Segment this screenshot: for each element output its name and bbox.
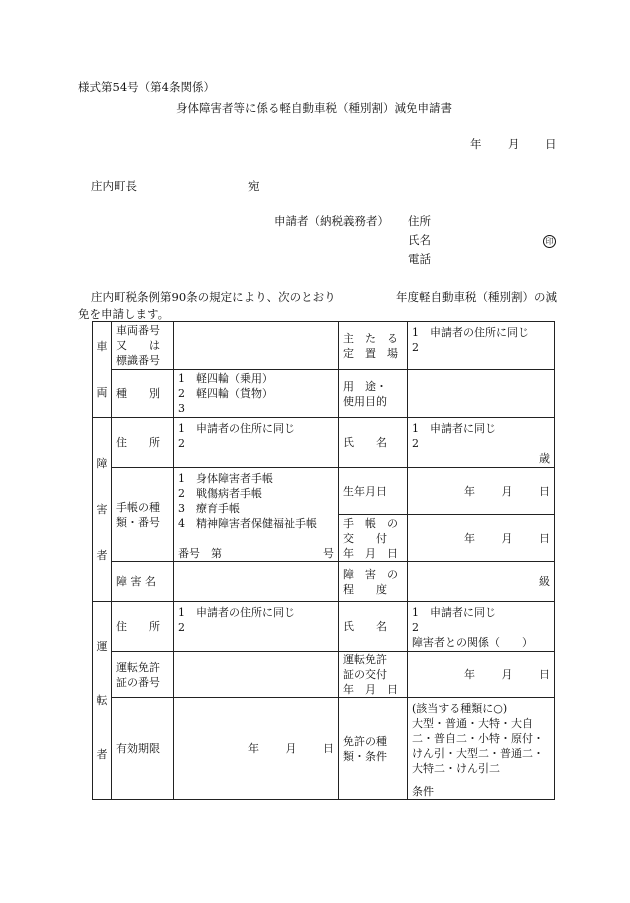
birthdate-day: 日 bbox=[539, 484, 550, 498]
driver-name-option-2: 2 bbox=[412, 621, 419, 634]
driver-name-field[interactable] bbox=[408, 602, 555, 652]
notebook-option-2: 2 戦傷病者手帳 bbox=[178, 487, 262, 500]
vehicle-type-field[interactable] bbox=[174, 370, 339, 418]
license-issue-year: 年 bbox=[464, 668, 475, 681]
vehicle-type-option-2: 2 軽四輪（貨物） bbox=[178, 387, 273, 400]
driver-address-label bbox=[112, 602, 174, 652]
date-year-label: 年 bbox=[470, 137, 482, 151]
notebook-number-line bbox=[178, 546, 334, 561]
disabled-group-char-2: 害 bbox=[96, 502, 108, 516]
disabled-name-option-2: 2 bbox=[412, 437, 419, 450]
birthdate-month: 月 bbox=[501, 484, 513, 498]
notebook-label-line-2: 類・番号 bbox=[116, 515, 160, 529]
license-type-label-line-2: 類・条件 bbox=[343, 749, 387, 763]
license-type-label bbox=[339, 698, 408, 800]
disabled-name-label bbox=[339, 418, 408, 468]
license-issue-label-line-2: 証の交付 bbox=[343, 668, 387, 681]
main-location-label bbox=[339, 322, 408, 370]
notebook-option-3: 3 療育手帳 bbox=[178, 502, 240, 515]
main-location-label-line-2: 定 置 場 bbox=[343, 346, 398, 360]
disabled-address-option-1: 1 申請者の住所に同じ bbox=[178, 422, 295, 435]
notebook-number-prefix: 番号 第 bbox=[178, 547, 222, 560]
validity-month: 月 bbox=[285, 742, 297, 755]
disabled-name-option-1: 1 申請者に同じ bbox=[412, 422, 496, 435]
vehicle-group-header bbox=[93, 322, 112, 418]
seal-mark: 印 bbox=[543, 235, 556, 248]
issue-date-day: 日 bbox=[539, 531, 550, 545]
license-issue-label-line-1: 運転免許 bbox=[343, 653, 387, 666]
disabled-address-field[interactable] bbox=[174, 418, 339, 468]
vehicle-group-char-2: 両 bbox=[96, 385, 108, 399]
birthdate-label bbox=[339, 468, 408, 515]
disability-name-field[interactable] bbox=[174, 562, 339, 602]
form-title: 身体障害者等に係る軽自動車税（種別割）減免申請書 bbox=[176, 101, 452, 115]
issue-date-label-line-3: 年 月 日 bbox=[343, 546, 398, 560]
vehicle-type-label bbox=[112, 370, 174, 418]
validity-field[interactable] bbox=[174, 698, 339, 800]
vehicle-number-label bbox=[112, 322, 174, 370]
issue-date-ymd bbox=[412, 531, 550, 546]
table-row bbox=[93, 468, 555, 515]
driver-name-label-text: 氏 名 bbox=[343, 620, 387, 633]
birthdate-field[interactable] bbox=[408, 468, 555, 515]
issue-date-label bbox=[339, 515, 408, 562]
usage-field[interactable] bbox=[408, 370, 555, 418]
date-month-label: 月 bbox=[508, 137, 520, 151]
license-type-line-1: 大型・普通・大特・大自 bbox=[412, 717, 533, 730]
disability-name-label-text: 障 害 名 bbox=[116, 575, 156, 588]
disability-name-label bbox=[112, 562, 174, 602]
table-row bbox=[93, 698, 555, 800]
license-issue-ymd bbox=[412, 667, 550, 682]
disabled-address-option-2: 2 bbox=[178, 437, 185, 450]
validity-label bbox=[112, 698, 174, 800]
usage-label bbox=[339, 370, 408, 418]
birthdate-label-text: 生年月日 bbox=[343, 484, 387, 498]
license-issue-day: 日 bbox=[539, 668, 550, 681]
issue-date-month: 月 bbox=[501, 531, 513, 545]
vehicle-number-field[interactable] bbox=[174, 322, 339, 370]
notebook-option-4: 4 精神障害者保健福祉手帳 bbox=[178, 517, 317, 530]
driver-name-label bbox=[339, 602, 408, 652]
birthdate-year: 年 bbox=[464, 484, 475, 498]
license-conditions-label: 条件 bbox=[412, 785, 434, 798]
issue-date-field[interactable] bbox=[408, 515, 555, 562]
disability-level-label-line-1: 障 害 の bbox=[343, 567, 398, 581]
vehicle-type-option-1: 1 軽四輪（乗用） bbox=[178, 372, 273, 385]
vehicle-group-char-1: 車 bbox=[96, 339, 108, 353]
main-location-field[interactable] bbox=[408, 322, 555, 370]
birthdate-ymd bbox=[412, 484, 550, 499]
seal-icon bbox=[543, 235, 556, 248]
driver-relation-text: 障害者との関係（ ） bbox=[412, 636, 533, 649]
license-issue-label bbox=[339, 652, 408, 698]
disabled-name-label-text: 氏 名 bbox=[343, 436, 387, 449]
vehicle-type-label-text: 種 別 bbox=[116, 387, 160, 400]
applicant-name-label: 氏名 bbox=[408, 233, 431, 247]
disability-level-label bbox=[339, 562, 408, 602]
table-row bbox=[93, 602, 555, 652]
form-number: 様式第54号（第4条関係） bbox=[78, 80, 215, 94]
license-number-label bbox=[112, 652, 174, 698]
date-day-label: 日 bbox=[545, 137, 557, 151]
notebook-number-suffix: 号 bbox=[323, 547, 334, 560]
license-type-line-3: けん引・大型二・普通二・ bbox=[412, 747, 544, 760]
validity-year: 年 bbox=[248, 742, 259, 755]
addressee-suffix: 宛 bbox=[248, 179, 260, 193]
vehicle-number-label-line-2: 又 は bbox=[116, 339, 160, 352]
notebook-option-1: 1 身体障害者手帳 bbox=[178, 472, 273, 485]
table-row bbox=[93, 562, 555, 602]
notebook-label-line-1: 手帳の種 bbox=[116, 500, 160, 514]
license-type-line-4: 大特二・けん引二 bbox=[412, 762, 500, 775]
notebook-field[interactable] bbox=[174, 468, 339, 562]
license-issue-label-line-3: 年 月 日 bbox=[343, 683, 398, 696]
main-location-option-1: 1 申請者の住所に同じ bbox=[412, 326, 529, 339]
body-text-line1-a: 庄内町税条例第90条の規定により、次のとおり bbox=[91, 290, 336, 304]
disabled-address-label bbox=[112, 418, 174, 468]
body-text-line1-b: 年度軽自動車税（種別割）の減 bbox=[396, 290, 557, 304]
vehicle-number-label-line-3: 標識番号 bbox=[116, 354, 160, 367]
issue-date-label-line-2: 交 付 bbox=[343, 531, 387, 545]
driver-address-field[interactable] bbox=[174, 602, 339, 652]
license-type-line-2: 二・普自二・小特・原付・ bbox=[412, 732, 544, 745]
table-row bbox=[93, 370, 555, 418]
disability-level-label-line-2: 程 度 bbox=[343, 582, 387, 596]
applicant-label: 申請者（納税義務者） bbox=[274, 214, 389, 228]
license-number-label-line-1: 運転免許 bbox=[116, 660, 160, 674]
disabled-group-header bbox=[93, 418, 112, 602]
driver-group-char-3: 者 bbox=[96, 747, 108, 761]
driver-address-label-text: 住 所 bbox=[116, 620, 160, 633]
disability-level-field[interactable] bbox=[408, 562, 555, 602]
license-number-field[interactable] bbox=[174, 652, 339, 698]
validity-label-text: 有効期限 bbox=[116, 742, 160, 755]
vehicle-number-label-line-1: 車両番号 bbox=[116, 324, 160, 337]
license-type-note: (該当する種類に○) bbox=[412, 702, 508, 715]
disabled-group-char-3: 者 bbox=[96, 548, 108, 562]
license-type-label-line-1: 免許の種 bbox=[343, 734, 387, 748]
license-type-field[interactable] bbox=[408, 698, 555, 800]
vehicle-type-option-3: 3 bbox=[178, 402, 185, 415]
disabled-group-char-1: 障 bbox=[96, 456, 108, 470]
license-number-label-line-2: 証の番号 bbox=[116, 675, 160, 689]
driver-address-option-1: 1 申請者の住所に同じ bbox=[178, 606, 295, 619]
usage-label-line-2: 使用目的 bbox=[343, 394, 387, 408]
issue-date-year: 年 bbox=[464, 531, 475, 545]
driver-group-header bbox=[93, 602, 112, 800]
issue-date-label-line-1: 手 帳 の bbox=[343, 516, 398, 530]
usage-label-line-1: 用 途・ bbox=[343, 379, 387, 393]
main-location-label-line-1: 主 た る bbox=[343, 331, 398, 345]
main-location-option-2: 2 bbox=[412, 341, 419, 354]
driver-address-option-2: 2 bbox=[178, 621, 185, 634]
applicant-address-label: 住所 bbox=[408, 214, 431, 228]
applicant-phone-label: 電話 bbox=[408, 252, 431, 266]
notebook-label bbox=[112, 468, 174, 562]
validity-day: 日 bbox=[323, 742, 334, 755]
table-row bbox=[93, 652, 555, 698]
age-unit: 歳 bbox=[539, 452, 550, 465]
driver-name-option-1: 1 申請者に同じ bbox=[412, 606, 496, 619]
disabled-address-label-text: 住 所 bbox=[116, 436, 160, 449]
license-issue-field[interactable] bbox=[408, 652, 555, 698]
grade-unit: 級 bbox=[539, 575, 550, 588]
table-row bbox=[93, 322, 555, 370]
application-table bbox=[92, 321, 555, 800]
disabled-name-field[interactable] bbox=[408, 418, 555, 468]
validity-ymd bbox=[178, 741, 334, 756]
table-row bbox=[93, 418, 555, 468]
addressee-name: 庄内町長 bbox=[91, 179, 137, 193]
driver-group-char-1: 運 bbox=[96, 639, 108, 653]
body-text-line2: 免を申請します。 bbox=[78, 307, 170, 321]
license-issue-month: 月 bbox=[501, 668, 513, 681]
driver-group-char-2: 転 bbox=[96, 693, 108, 707]
